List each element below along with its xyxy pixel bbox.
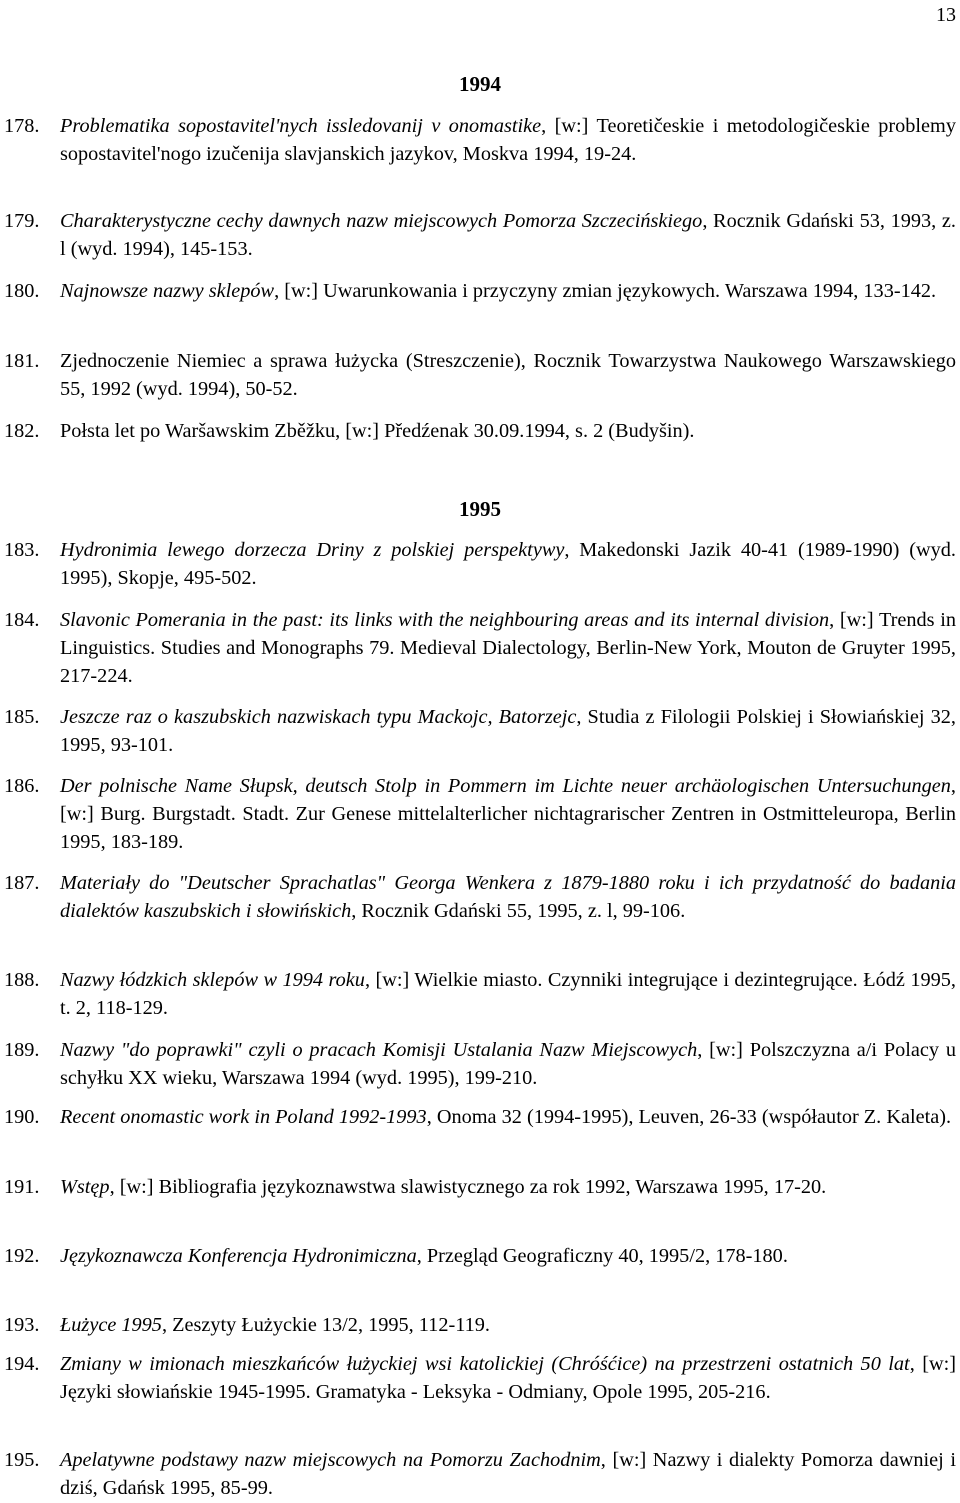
- entry-number: 181.: [4, 350, 40, 372]
- entry-title: Nazwy łódzkich sklepów w 1994 roku: [60, 969, 365, 991]
- entry-number: 187.: [4, 872, 40, 894]
- entry-details: , Przegląd Geograficzny 40, 1995/2, 178-180.: [416, 1245, 788, 1267]
- entry-title: Nazwy "do poprawki" czyli o pracach Komisji Ustalania Nazw Miejscowych: [60, 1039, 698, 1061]
- entry-title: Hydronimia lewego dorzecza Driny z polskiej perspektywy: [60, 539, 565, 561]
- bibliography-entry: [4, 1103, 956, 1131]
- entry-number: 192.: [4, 1245, 40, 1267]
- entry-details: , Onoma 32 (1994-1995), Leuven, 26-33 (współautor Z. Kaleta).: [426, 1106, 952, 1128]
- entry-details: , [w:] Bibliografia językoznawstwa slawistycznego za rok 1992, Warszawa 1995, 17-20.: [109, 1176, 827, 1198]
- bibliography-entry: [4, 207, 956, 263]
- entry-number: 185.: [4, 706, 40, 728]
- entry-title: Charakterystyczne cechy dawnych nazw miejscowych Pomorza Szczecińskiego: [60, 210, 703, 232]
- entry-details: , [w:] Burg. Burgstadt. Stadt. Zur Genese mittelalterlicher nichtagrarischer Zentren in Ostmitteleuropa, Berlin 1995, 183-189.: [60, 775, 956, 853]
- entry-number: 188.: [4, 969, 40, 991]
- entry-number: 190.: [4, 1106, 40, 1128]
- bibliography-entry: [4, 966, 956, 1022]
- entry-details: , Makedonski Jazik 40-41 (1989-1990) (wyd. 1995), Skopje, 495-502.: [60, 539, 956, 589]
- entry-number: 179.: [4, 210, 40, 232]
- entry-details: , [w:] Polszczyzna a/i Polacy u schyłku XX wieku, Warszawa 1994 (wyd. 1995), 199-210.: [60, 1039, 957, 1089]
- entry-details: , Studia z Filologii Polskiej i Słowiańskiej 32, 1995, 93-101.: [60, 706, 957, 756]
- entry-number: 194.: [4, 1353, 40, 1375]
- bibliography-entry: [4, 536, 956, 592]
- entry-details: , Rocznik Gdański 53, 1993, z. l (wyd. 1994), 145-153.: [60, 210, 956, 260]
- bibliography-entry: [4, 112, 956, 168]
- entry-details: , [w:] Teoretičeskie i metodologičeskie problemy sopostavitel'nogo izučenija slavjanskich jazykov, Moskva 1994, 19-24.: [60, 115, 956, 165]
- entry-title: Recent onomastic work in Poland 1992-1993: [60, 1106, 427, 1128]
- entry-details: , Rocznik Gdański 55, 1995, z. l, 99-106.: [351, 900, 686, 922]
- entry-title: Apelatywne podstawy nazw miejscowych na Pomorzu Zachodnim: [60, 1449, 601, 1471]
- entry-title: Materiały do "Deutscher Sprachatlas" Georga Wenkera z 1879-1880 roku i ich przydatność do badania dialektów kaszubskich i słowińskich: [60, 872, 956, 922]
- entry-title: Najnowsze nazwy sklepów: [60, 280, 275, 302]
- bibliography-entry: [4, 347, 956, 403]
- entry-title: Der polnische Name Słupsk, deutsch Stolp in Pommern im Lichte neuer archäologischen Untersuchungen: [60, 775, 951, 797]
- bibliography-entry: [4, 772, 956, 856]
- entry-number: 180.: [4, 280, 40, 302]
- entry-title: Problematika sopostavitel'nych issledovanij v onomastike: [60, 115, 542, 137]
- entry-title: Językoznawcza Konferencja Hydronimiczna: [60, 1245, 417, 1267]
- entry-details: , [w:] Nazwy i dialekty Pomorza dawniej i dziś, Gdańsk 1995, 85-99.: [60, 1449, 956, 1499]
- bibliography-entry: [4, 1311, 956, 1339]
- bibliography-entry: [4, 1446, 956, 1502]
- entry-title: Slavonic Pomerania in the past: its links with the neighbouring areas and its internal division: [60, 609, 830, 631]
- page-number: 13: [936, 4, 956, 26]
- entry-number: 184.: [4, 609, 40, 631]
- entry-title: Łużyce 1995: [60, 1314, 162, 1336]
- entry-title: Jeszcze raz o kaszubskich nazwiskach typu Mackojc, Batorzejc: [60, 706, 577, 728]
- entry-number: 183.: [4, 539, 40, 561]
- entry-number: 193.: [4, 1314, 40, 1336]
- entry-title: Zmiany w imionach mieszkańców łużyckiej wsi katolickiej (Chróśćice) na przestrzeni ostatnich 50 lat: [60, 1353, 910, 1375]
- bibliography-entry: [4, 277, 956, 305]
- bibliography-entry: [4, 606, 956, 690]
- entry-number: 186.: [4, 775, 40, 797]
- bibliography-entry: [4, 417, 956, 445]
- bibliography-entry: [4, 1036, 956, 1092]
- entry-details: , [w:] Języki słowiańskie 1945-1995. Gramatyka - Leksyka - Odmiany, Opole 1995, 205-216.: [60, 1353, 956, 1403]
- entry-details: Połsta let po Waršawskim Zběžku, [w:] Předźenak 30.09.1994, s. 2 (Budyšin).: [60, 420, 695, 442]
- entry-number: 189.: [4, 1039, 40, 1061]
- bibliography-entry: [4, 1350, 956, 1406]
- entry-number: 195.: [4, 1449, 40, 1471]
- bibliography-entry: [4, 1242, 956, 1270]
- entry-details: , [w:] Wielkie miasto. Czynniki integrujące i dezintegrujące. Łódź 1995, t. 2, 118-129.: [60, 969, 957, 1019]
- entry-number: 178.: [4, 115, 40, 137]
- bibliography-entry: [4, 703, 956, 759]
- bibliography-entry: [4, 1173, 956, 1201]
- entry-details: Zjednoczenie Niemiec a sprawa łużycka (Streszczenie), Rocznik Towarzystwa Naukowego Warszawskiego 55, 1992 (wyd. 1994), 50-52.: [60, 350, 956, 400]
- year-heading-1995: 1995: [459, 497, 501, 521]
- entry-details: , [w:] Uwarunkowania i przyczyny zmian językowych. Warszawa 1994, 133-142.: [274, 280, 937, 302]
- entry-details: , Zeszyty Łużyckie 13/2, 1995, 112-119.: [161, 1314, 490, 1336]
- entry-title: Wstęp: [60, 1176, 110, 1198]
- bibliography-entry: [4, 869, 956, 925]
- year-heading-1994: 1994: [459, 72, 501, 96]
- entry-number: 191.: [4, 1176, 40, 1198]
- entry-details: , [w:] Trends in Linguistics. Studies and Monographs 79. Medieval Dialectology, Berlin-New York, Mouton de Gruyter 1995, 217-224.: [60, 609, 956, 687]
- entry-number: 182.: [4, 420, 40, 442]
